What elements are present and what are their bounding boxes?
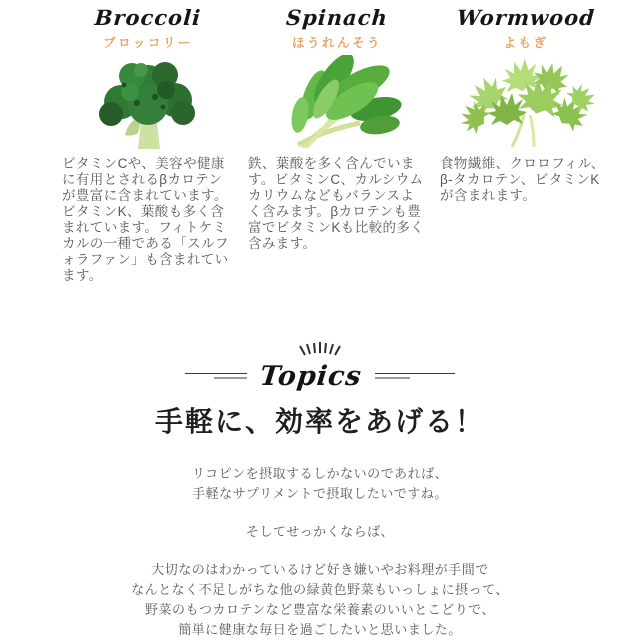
wormwood-title: Wormwood bbox=[456, 5, 596, 30]
vegetable-card-wormwood bbox=[440, 5, 612, 284]
spinach-description: 鉄、葉酸を多く含んでいます。ビタミンC、カルシウムカリウムなどもバランスよく含みます。βカロテンも豊富でビタミンKも比較的多く含みます。 bbox=[248, 156, 425, 251]
wormwood-subtitle: よもぎ bbox=[503, 36, 549, 50]
topics-header bbox=[0, 359, 640, 393]
spinach-subtitle: ほうれんそう bbox=[291, 36, 382, 50]
spinach-photo bbox=[248, 53, 426, 153]
topics-section bbox=[0, 338, 640, 640]
rays-burst-icon bbox=[0, 338, 640, 356]
wormwood-description: 食物繊維、クロロフィル、β-タカロテン、ビタミンKが含まれます。 bbox=[440, 156, 605, 203]
wormwood-photo bbox=[440, 53, 612, 153]
topics-lead-line-1: リコピンを摂取するしかないのであれば、 bbox=[191, 466, 449, 481]
topics-body-line-2: なんとなく不足しがちな他の緑黄色野菜もいっしょに摂って、 bbox=[131, 582, 509, 597]
spinach-title: Spinach bbox=[285, 5, 389, 30]
broccoli-title: Broccoli bbox=[93, 5, 203, 30]
right-decorative-lines-icon bbox=[375, 373, 455, 379]
topics-body-line-3: 野菜のもつカロテンなど豊富な栄養素のいいとこどりで、 bbox=[144, 602, 496, 617]
vegetable-card-broccoli bbox=[62, 5, 234, 284]
topics-lead-line-2: 手軽なサプリメントで摂取したいですね。 bbox=[192, 486, 448, 501]
vegetable-card-spinach bbox=[248, 5, 426, 284]
vegetable-info-section bbox=[0, 0, 640, 284]
topics-heading: 手軽に、効率をあげる！ bbox=[154, 407, 485, 438]
broccoli-photo bbox=[62, 53, 234, 153]
left-decorative-lines-icon bbox=[185, 373, 247, 379]
topics-label: Topics bbox=[258, 360, 364, 392]
broccoli-subtitle: ブロッコリー bbox=[103, 36, 193, 50]
topics-transition-line: そしてせっかくならば、 bbox=[245, 524, 395, 539]
topics-body-line-1: 大切なのはわかっているけど好き嫌いやお料理が手間で bbox=[151, 562, 489, 577]
broccoli-description: ビタミンCや、美容や健康に有用とされるβカロテンが豊富に含まれています。ビタミンK、葉酸も多く含まれています。フィトケミカルの一種である「スルフォラファン」も含まれています。 bbox=[62, 156, 229, 283]
topics-body-line-4: 簡単に健康な毎日を過ごしたいと思いました。 bbox=[178, 622, 462, 637]
